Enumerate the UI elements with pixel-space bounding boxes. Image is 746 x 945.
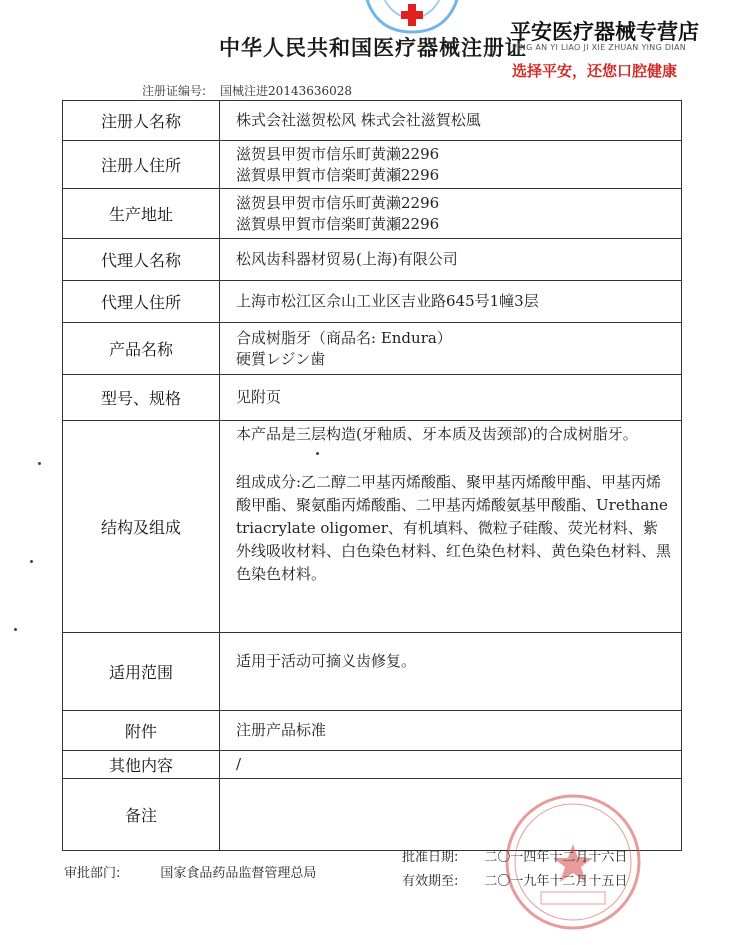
registrant-address-label: 注册人住所 (63, 141, 220, 189)
table-row (63, 711, 682, 751)
table-row (63, 101, 682, 141)
registrant-address-line2: 滋賀県甲賀市信楽町黄瀬2296 (236, 165, 440, 184)
valid-until (402, 870, 627, 894)
valid-until-label: 有效期至: (402, 874, 459, 889)
table-row (63, 239, 682, 281)
table-row (63, 189, 682, 239)
table-row (63, 323, 682, 375)
production-address-line1: 滋贺县甲贺市信乐町黄濑2296 (236, 193, 440, 212)
remarks-label: 备注 (63, 779, 220, 851)
agent-address-label: 代理人住所 (63, 281, 220, 323)
registrant-address-line1: 滋贺县甲贺市信乐町黄濑2296 (236, 144, 440, 163)
registration-number (142, 82, 352, 99)
approval-date-label: 批准日期: (402, 850, 459, 865)
approval-date (402, 846, 627, 870)
structure-value (220, 421, 682, 633)
registrant-name-value: 株式会社滋贺松风 株式会社滋賀松風 (220, 101, 682, 141)
table-row (63, 633, 682, 711)
store-slogan: 选择平安，还您口腔健康 (512, 62, 678, 80)
table-row (63, 375, 682, 421)
product-name-line1: 合成树脂牙（商品名: Endura） (236, 328, 452, 347)
attachment-value: 注册产品标准 (220, 711, 682, 751)
table-row (63, 751, 682, 779)
document-title: 中华人民共和国医疗器械注册证 (219, 36, 527, 60)
margin-speck (14, 628, 17, 631)
agent-address-value: 上海市松江区佘山工业区吉业路645号1幢3层 (220, 281, 682, 323)
registration-number-value: 国械注进20143636028 (220, 84, 353, 98)
product-name-value (220, 323, 682, 375)
scope-value: 适用于活动可摘义齿修复。 (220, 633, 682, 711)
scope-label: 适用范围 (63, 633, 220, 711)
model-spec-value: 见附页 (220, 375, 682, 421)
product-name-label: 产品名称 (63, 323, 220, 375)
structure-label: 结构及组成 (63, 421, 220, 633)
other-label: 其他内容 (63, 751, 220, 779)
department-value: 国家食品药品监督管理总局 (160, 866, 317, 881)
footer-department (64, 862, 316, 881)
table-row (63, 141, 682, 189)
production-address-value (220, 189, 682, 239)
registration-table (62, 100, 682, 851)
model-spec-label: 型号、规格 (63, 375, 220, 421)
store-pinyin: PING AN YI LIAO JI XIE ZHUAN YING DIAN (512, 43, 687, 52)
table-row (63, 281, 682, 323)
structure-para1: 本产品是三层构造(牙釉质、牙本质及齿颈部)的合成树脂牙。 (236, 425, 638, 443)
valid-until-value: 二〇一九年十二月十五日 (484, 874, 628, 889)
margin-speck (38, 462, 41, 465)
other-value: / (220, 751, 682, 779)
production-address-label: 生产地址 (63, 189, 220, 239)
approval-date-value: 二〇一四年十二月十六日 (484, 850, 628, 865)
agent-name-label: 代理人名称 (63, 239, 220, 281)
store-name: 平安医疗器械专营店 (510, 20, 699, 44)
production-address-line2: 滋賀県甲賀市信楽町黄瀬2296 (236, 214, 440, 233)
registrant-address-value (220, 141, 682, 189)
registrant-name-label: 注册人名称 (63, 101, 220, 141)
table-row (63, 421, 682, 633)
agent-name-value: 松风齿科器材贸易(上海)有限公司 (220, 239, 682, 281)
department-label: 审批部门: (64, 866, 121, 881)
speck-mark (316, 452, 319, 455)
margin-speck (30, 560, 33, 563)
structure-para2: 组成成分:乙二醇二甲基丙烯酸酯、聚甲基丙烯酸甲酯、甲基丙烯酸甲酯、聚氨酯丙烯酸酯、二甲基丙烯酸氨基甲酸酯、Urethane triacrylate oligomer、有机填料、微粒子硅酸、荧光材料、紫外线吸收材料、白色染色材料、红色染色材料、黄色染色材料、黑色染色材料。 (236, 473, 672, 583)
attachment-label: 附件 (63, 711, 220, 751)
product-name-line2: 硬質レジン歯 (236, 349, 326, 368)
registration-number-label: 注册证编号: (142, 84, 207, 98)
footer-dates (402, 846, 627, 894)
